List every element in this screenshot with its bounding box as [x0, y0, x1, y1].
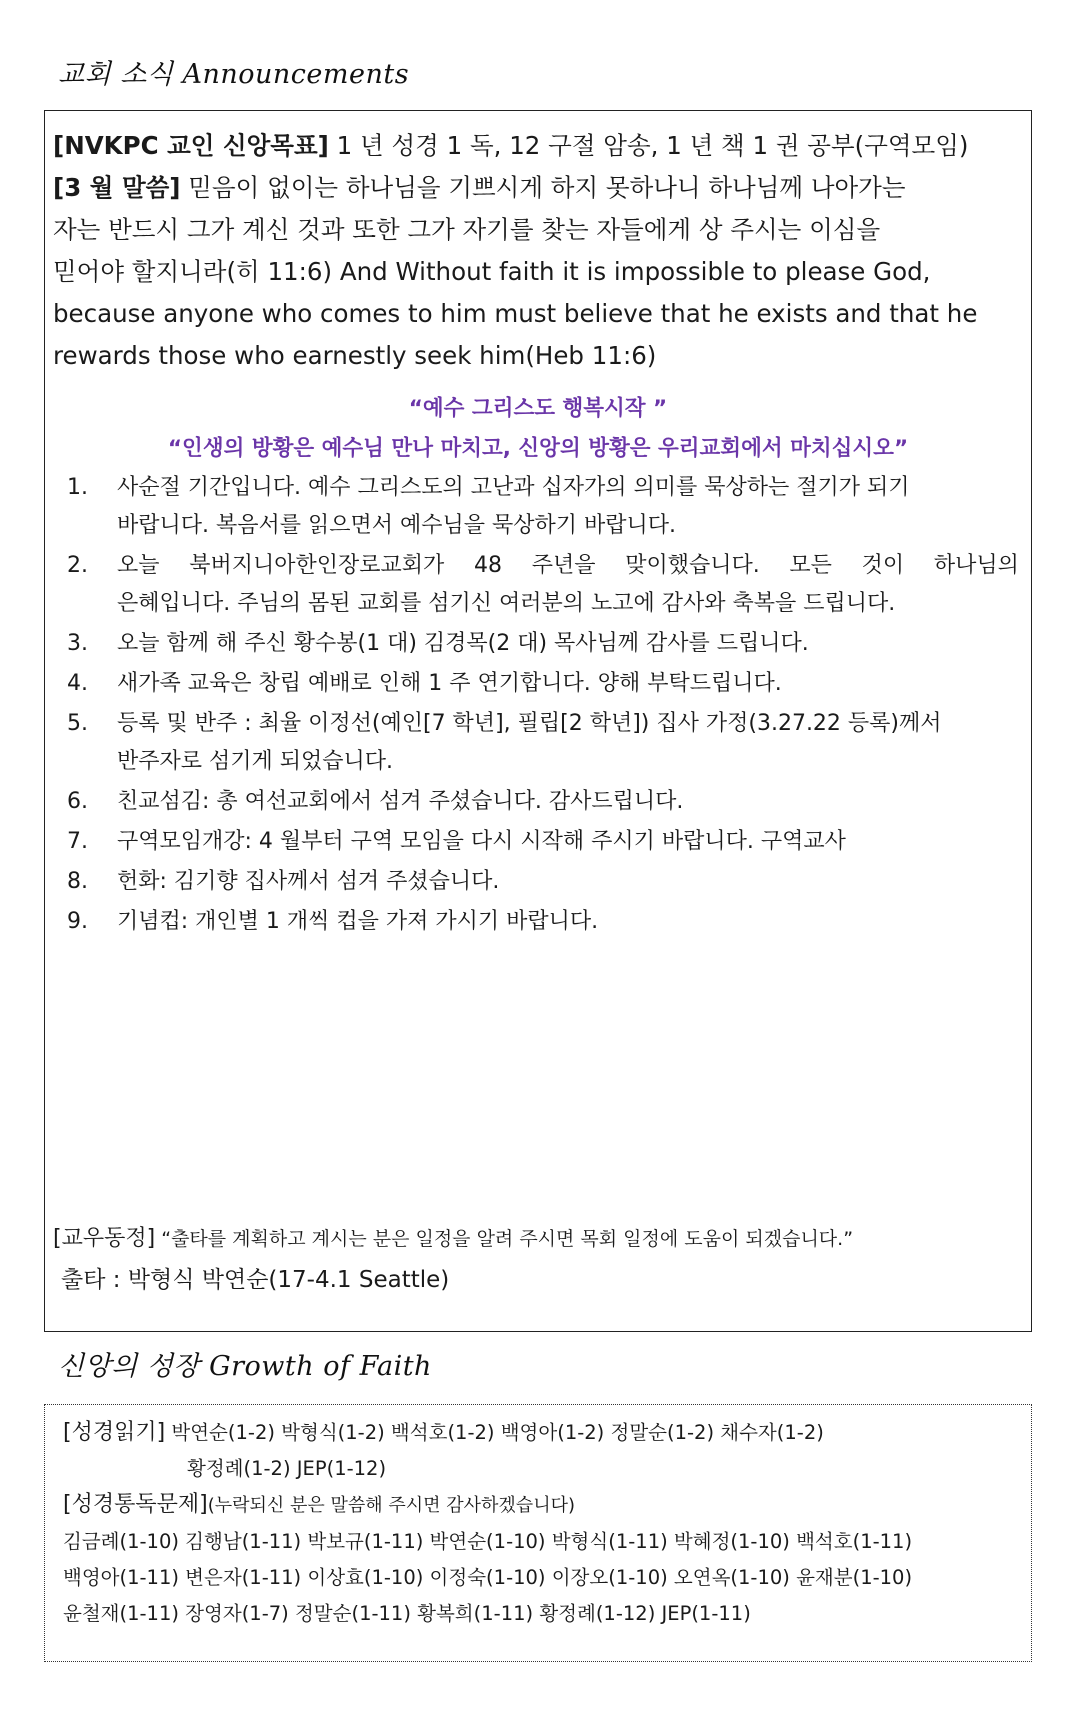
intro-text: [53, 125, 1025, 377]
quiz-line-3: 윤철재(1-11) 장영자(1-7) 정말순(1-11) 황복희(1-11) 황정례(1-12) JEP(1-11): [63, 1602, 751, 1625]
item-number: 5.: [67, 711, 88, 736]
list-item: [53, 625, 1019, 663]
item-text: 새가족 교육은 창립 예배로 인해 1 주 연기합니다. 양해 부탁드립니다.: [117, 671, 782, 696]
list-item: [53, 547, 1019, 623]
condolence-label: [교우동정]: [53, 1226, 156, 1251]
reading-names: 박연순(1-2) 박형식(1-2) 백석호(1-2) 백영아(1-2) 정말순(1-2) 채수자(1-2): [165, 1421, 824, 1444]
reading-line-1: [63, 1415, 1023, 1451]
list-item: [53, 863, 1019, 901]
verse-label: [3 월 말씀]: [53, 173, 181, 202]
item-text: 친교섬김: 총 여선교회에서 섬겨 주셨습니다. 감사드립니다.: [117, 789, 684, 814]
goal-text: 1 년 성경 1 독, 12 구절 암송, 1 년 책 1 권 공부(구역모임): [328, 131, 969, 160]
item-text: 오늘 함께 해 주신 황수봉(1 대) 김경목(2 대) 목사님께 감사를 드립니다.: [117, 631, 809, 656]
verse-line-2: 자는 반드시 그가 계신 것과 또한 그가 자기를 찾는 자들에게 상 주시는 이심을: [53, 215, 881, 244]
quiz-label: [성경통독문제]: [63, 1492, 208, 1517]
list-item: [53, 823, 1019, 861]
item-number: 2.: [67, 553, 88, 578]
verse-line-3: 믿어야 할지니라(히 11:6) And Without faith it is impossible to please God,: [53, 257, 931, 286]
reading-label: [성경읽기]: [63, 1420, 166, 1445]
item-number: 1.: [67, 475, 88, 500]
item-text: 구역모임개강: 4 월부터 구역 모임을 다시 시작해 주시기 바랍니다. 구역교사: [117, 829, 846, 854]
item-text: 등록 및 반주 : 최율 이정선(예인[7 학년], 필립[2 학년]) 집사 가정(3.27.22 등록)께서 반주자로 섬기게 되었습니다.: [117, 711, 942, 774]
quiz-note: (누락되신 분은 말씀해 주시면 감사하겠습니다): [207, 1495, 575, 1516]
growth-box: [44, 1404, 1032, 1662]
motto-line-2: “인생의 방황은 예수님 만나 마치고, 신앙의 방황은 우리교회에서 마치십시오”: [167, 436, 909, 461]
verse-line-1: [53, 167, 1025, 209]
item-number: 8.: [67, 869, 88, 894]
trip-line: 출타 : 박형식 박연순(17-4.1 Seattle): [61, 1267, 450, 1293]
quiz-line-1: 김금례(1-10) 김행남(1-11) 박보규(1-11) 박연순(1-10) 박형식(1-11) 박혜정(1-10) 백석호(1-11): [63, 1530, 913, 1553]
growth-heading: 신앙의 성장 Growth of Faith: [58, 1351, 432, 1382]
item-number: 6.: [67, 789, 88, 814]
item-text: 오늘 북버지니아한인장로교회가 48 주년을 맞이했습니다. 모든 것이 하나님의 은혜입니다. 주님의 몸된 교회를 섬기신 여러분의 노고에 감사와 축복을 드립니다.: [117, 553, 1019, 616]
announcement-list: [53, 469, 1019, 943]
reading-line-2: 황정례(1-2) JEP(1-12): [187, 1457, 387, 1480]
goal-line: [53, 125, 1025, 167]
item-number: 7.: [67, 829, 88, 854]
growth-content: [63, 1415, 1023, 1632]
quiz-line-2: 백영아(1-11) 변은자(1-11) 이상효(1-10) 이정숙(1-10) 이장오(1-10) 오연옥(1-10) 윤재분(1-10): [63, 1566, 913, 1589]
quiz-header: [63, 1487, 1023, 1524]
item-text: 헌화: 김기향 집사께서 섬겨 주셨습니다.: [117, 869, 500, 894]
item-number: 4.: [67, 671, 88, 696]
list-item: [53, 705, 1019, 781]
list-item: [53, 469, 1019, 545]
announcements-box: [44, 110, 1032, 1332]
announcements-heading: 교회 소식 Announcements: [58, 59, 410, 90]
item-number: 9.: [67, 909, 88, 934]
motto-line-1: “예수 그리스도 행복시작 ”: [408, 396, 668, 421]
verse-line-4: because anyone who comes to him must believe that he exists and that he: [53, 299, 978, 328]
verse-text: 믿음이 없이는 하나님을 기쁘시게 하지 못하나니 하나님께 나아가는: [180, 173, 906, 202]
list-item: [53, 665, 1019, 703]
condolence-text: “출타를 계획하고 계시는 분은 일정을 알려 주시면 목회 일정에 도움이 되겠습니다.”: [155, 1228, 854, 1250]
item-number: 3.: [67, 631, 88, 656]
verse-line-5: rewards those who earnestly seek him(Heb 11:6): [53, 341, 657, 370]
list-item: [53, 783, 1019, 821]
condolence-line: [53, 1221, 853, 1252]
goal-label: [NVKPC 교인 신앙목표]: [53, 131, 329, 160]
item-text: 기념컵: 개인별 1 개씩 컵을 가져 가시기 바랍니다.: [117, 909, 599, 934]
list-item: [53, 903, 1019, 941]
item-text: 사순절 기간입니다. 예수 그리스도의 고난과 십자가의 의미를 묵상하는 절기가 되기 바랍니다. 복음서를 읽으면서 예수님을 묵상하기 바랍니다.: [117, 475, 910, 538]
